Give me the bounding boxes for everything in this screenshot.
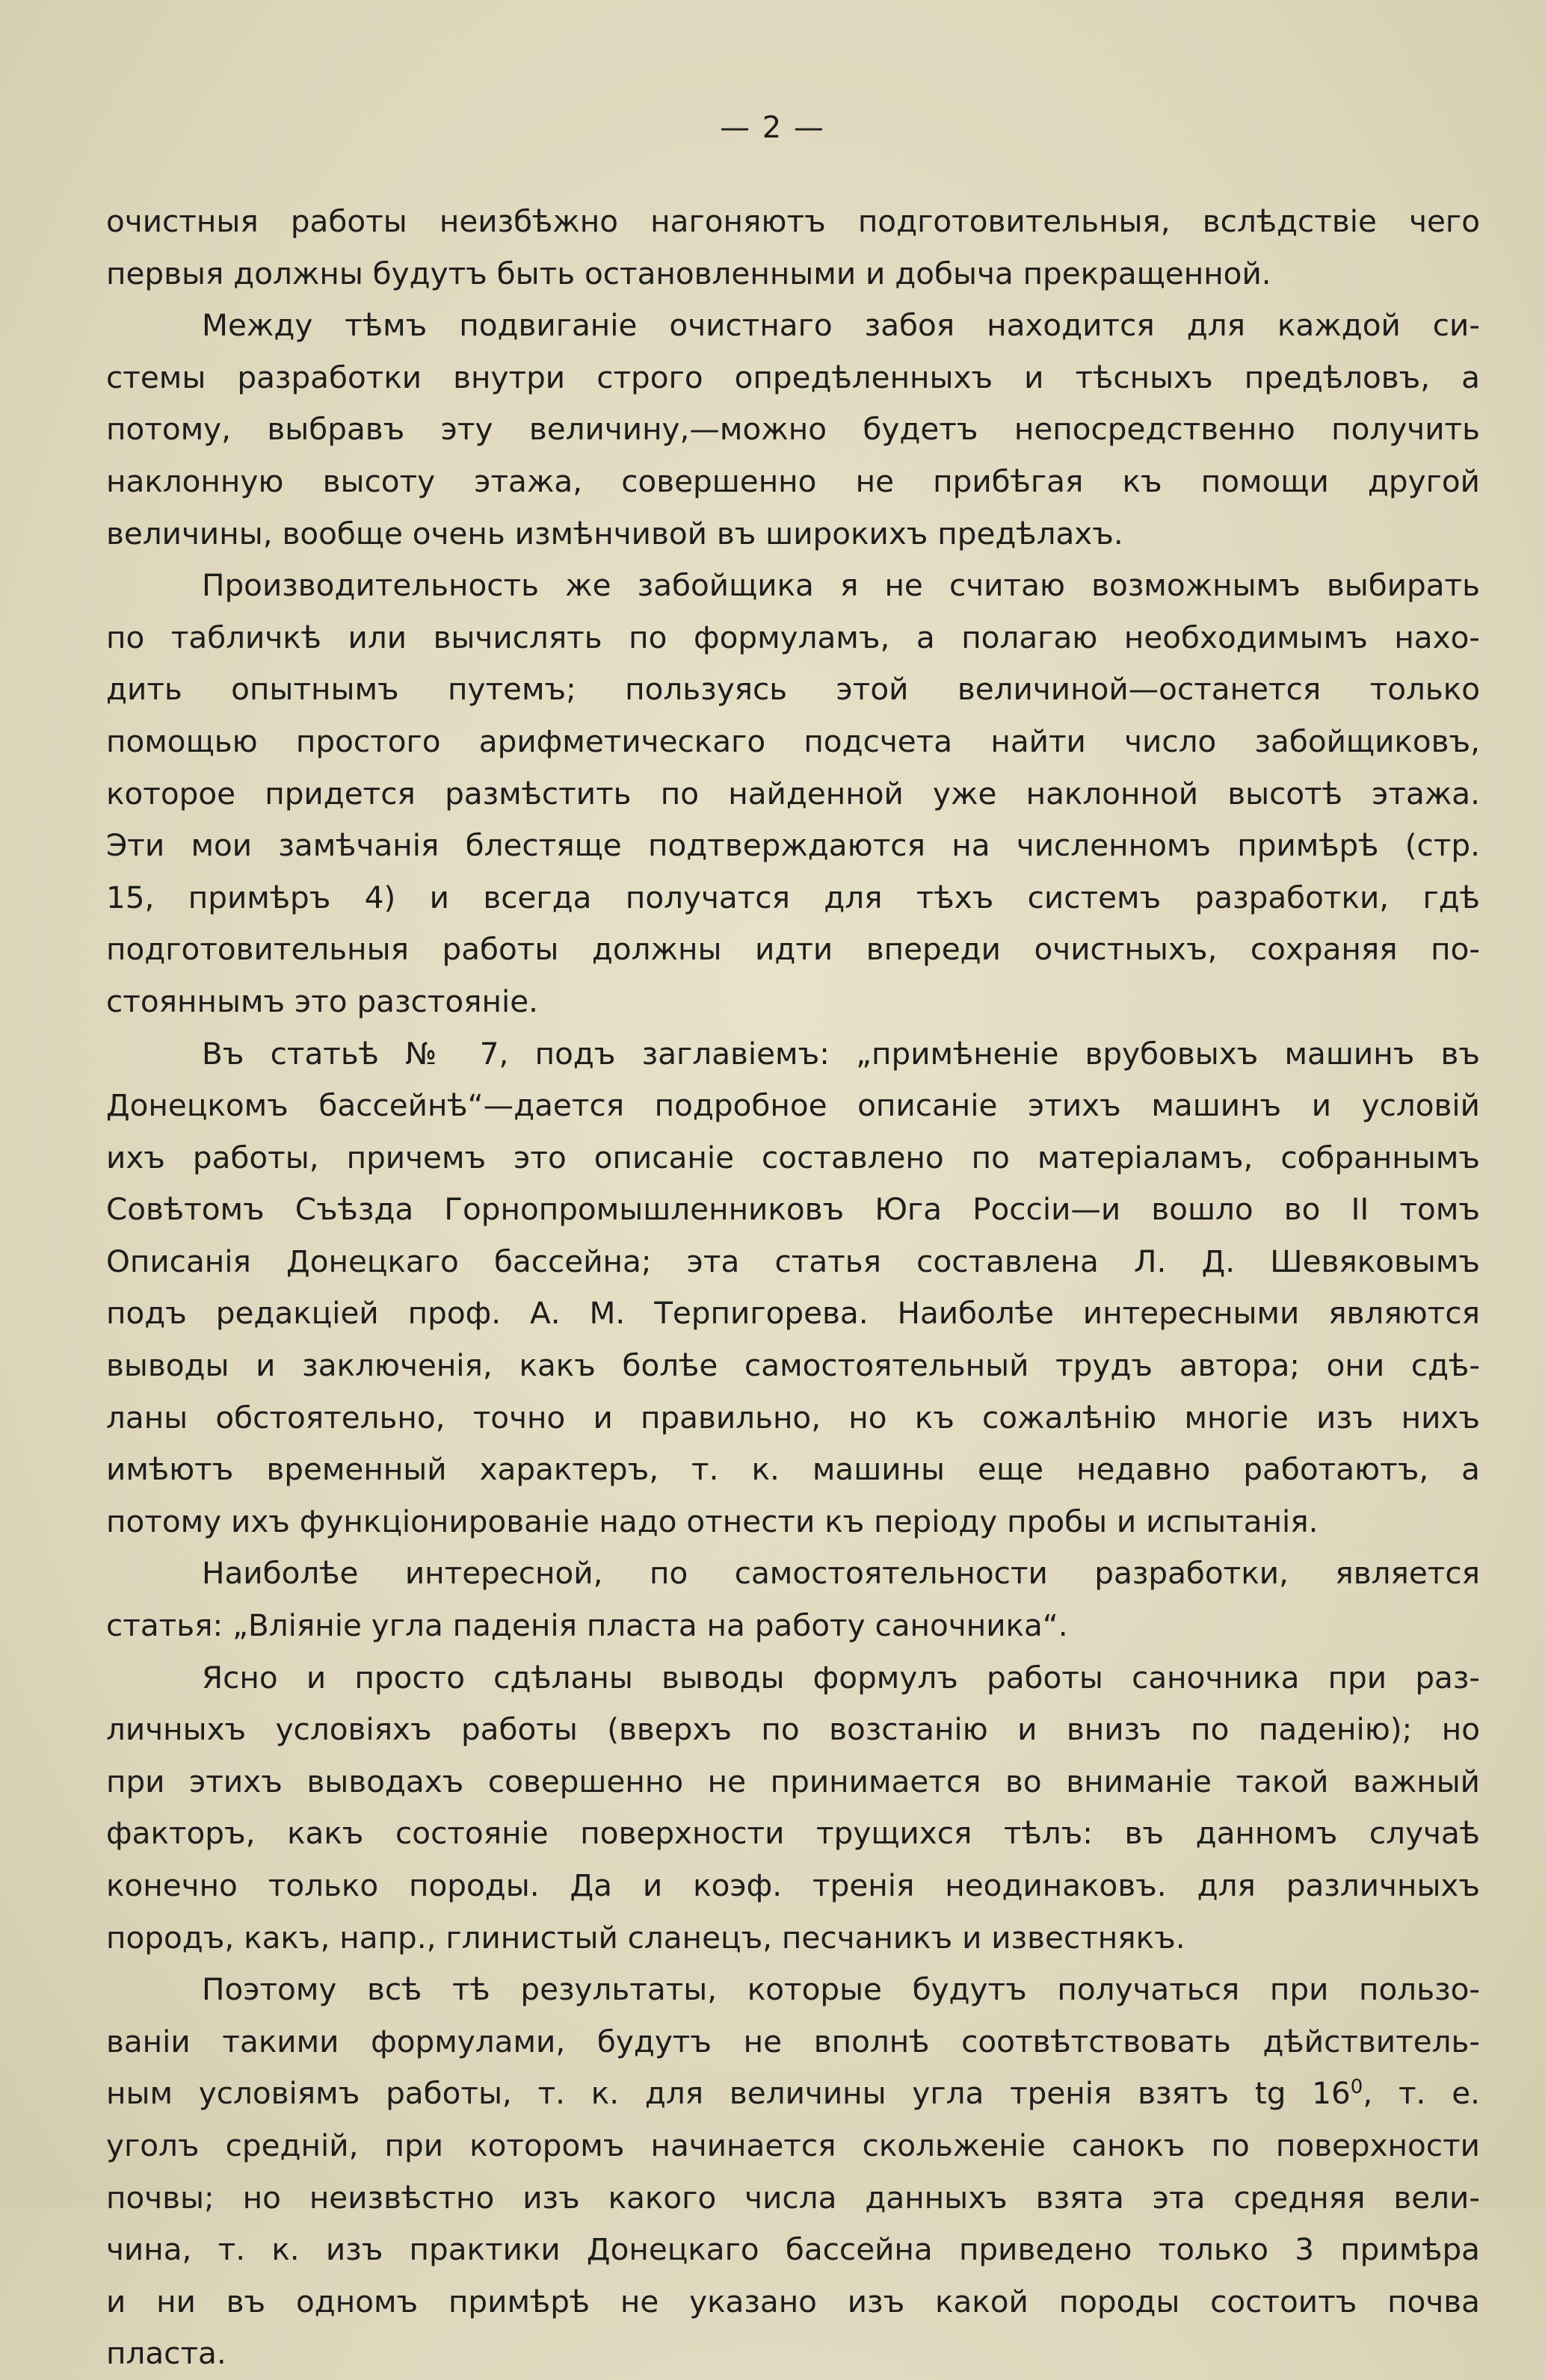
text-line: Совѣтомъ Съѣзда Горнопромышленниковъ Юга Россіи—и вошло во II томъ (106, 1191, 1480, 1228)
text-line: 15, примѣръ 4) и всегда получатся для тѣхъ системъ разработки, гдѣ (106, 879, 1480, 915)
text-line: выводы и заключенія, какъ болѣе самостоятельный трудъ автора; они сдѣ- (106, 1347, 1480, 1384)
text-line: личныхъ условіяхъ работы (вверхъ по возстанію и внизъ по паденію); но (106, 1711, 1480, 1748)
text-line: ваніи такими формулами, будутъ не вполнѣ соотвѣтствовать дѣйствитель- (106, 2023, 1480, 2059)
paragraph-end-line: пласта. (106, 2335, 226, 2372)
text-line: ихъ работы, причемъ это описаніе составлено по матеріаламъ, собраннымъ (106, 1139, 1480, 1175)
text-line: стемы разработки внутри строго опредѣленныхъ и тѣсныхъ предѣловъ, а (106, 359, 1480, 395)
text-line: имѣютъ временный характеръ, т. к. машины еще недавно работаютъ, а (106, 1451, 1480, 1488)
page-number: — 2 — (720, 111, 825, 145)
paragraph-start-line: Поэтому всѣ тѣ результаты, которые будутъ получаться при пользо- (202, 1971, 1480, 2008)
paragraph-start-line: Наиболѣе интересной, по самостоятельности разработки, является (202, 1555, 1480, 1592)
paragraph-end-line: стояннымъ это разстояніе. (106, 983, 539, 1019)
text-line: подготовительныя работы должны идти впереди очистныхъ, сохраняя по- (106, 931, 1480, 968)
body-text (106, 196, 1480, 2380)
text-line: при этихъ выводахъ совершенно не принимается во вниманіе такой важный (106, 1763, 1480, 1799)
text-line: конечно только породы. Да и коэф. тренія неодинаковъ. для различныхъ (106, 1867, 1480, 1903)
degree-superscript: 0 (1350, 2076, 1363, 2099)
paragraph-end-line: первыя должны будутъ быть остановленными и добыча прекращенной. (106, 255, 1271, 291)
text-line: факторъ, какъ состояніе поверхности трущихся тѣлъ: въ данномъ случаѣ (106, 1815, 1480, 1852)
text-line: помощью простого арифметическаго подсчета найти число забойщиковъ, (106, 723, 1480, 759)
paragraph-start-line: Въ статьѣ № 7, подъ заглавіемъ: „примѣненіе врубовыхъ машинъ въ (202, 1035, 1480, 1072)
paragraph-end-line: породъ, какъ, напр., глинистый сланецъ, песчаникъ и известнякъ. (106, 1919, 1185, 1956)
paragraph-start-line: Ясно и просто сдѣланы выводы формулъ работы саночника при раз- (202, 1659, 1480, 1696)
text-line: Описанія Донецкаго бассейна; эта статья составлена Л. Д. Шевяковымъ (106, 1243, 1480, 1279)
text-line: и ни въ одномъ примѣрѣ не указано изъ какой породы состоитъ почва (106, 2283, 1480, 2319)
text-line: очистныя работы неизбѣжно нагоняютъ подготовительныя, вслѣдствіе чего (106, 203, 1480, 239)
paragraph-start-line: Производительность же забойщика я не считаю возможнымъ выбирать (202, 567, 1480, 604)
text-line: чина, т. к. изъ практики Донецкаго бассейна приведено только 3 примѣра (106, 2231, 1480, 2268)
text-line: наклонную высоту этажа, совершенно не прибѣгая къ помощи другой (106, 463, 1480, 499)
text-line-with-degree (106, 2068, 1480, 2120)
paragraph-end-line: величины, вообще очень измѣнчивой въ широкихъ предѣлахъ. (106, 515, 1123, 551)
text-line: Донецкомъ бассейнѣ“—дается подробное описаніе этихъ машинъ и условій (106, 1087, 1480, 1124)
text-line: подъ редакціей проф. А. М. Терпигорева. Наиболѣе интересными являются (106, 1295, 1480, 1332)
text-line: потому, выбравъ эту величину,—можно будетъ непосредственно получить (106, 411, 1480, 448)
text-line: по табличкѣ или вычислять по формуламъ, а полагаю необходимымъ нахо- (106, 619, 1480, 655)
text-line: Эти мои замѣчанія блестяще подтверждаются на численномъ примѣрѣ (стр. (106, 827, 1480, 864)
text-line: дить опытнымъ путемъ; пользуясь этой величиной—останется только (106, 671, 1480, 708)
paragraph-start-line: Между тѣмъ подвиганіе очистнаго забоя находится для каждой си- (202, 307, 1480, 344)
text-line: почвы; но неизвѣстно изъ какого числа данныхъ взята эта средняя вели- (106, 2179, 1480, 2216)
text-line: ланы обстоятельно, точно и правильно, но къ сожалѣнію многіе изъ нихъ (106, 1399, 1480, 1435)
text-segment: ным условіямъ работы, т. к. для величины угла тренія взятъ tg 16 (106, 2075, 1351, 2112)
paragraph-end-line: статья: „Вліяніе угла паденія пласта на работу саночника“. (106, 1607, 1068, 1644)
paragraph-end-line: потому ихъ функціонированіе надо отнести къ періоду пробы и испытанія. (106, 1503, 1319, 1539)
text-line: уголъ средній, при которомъ начинается скольженіе санокъ по поверхности (106, 2127, 1480, 2163)
text-segment: , т. е. (1363, 2075, 1480, 2112)
text-line: которое придется размѣстить по найденной уже наклонной высотѣ этажа. (106, 775, 1480, 812)
